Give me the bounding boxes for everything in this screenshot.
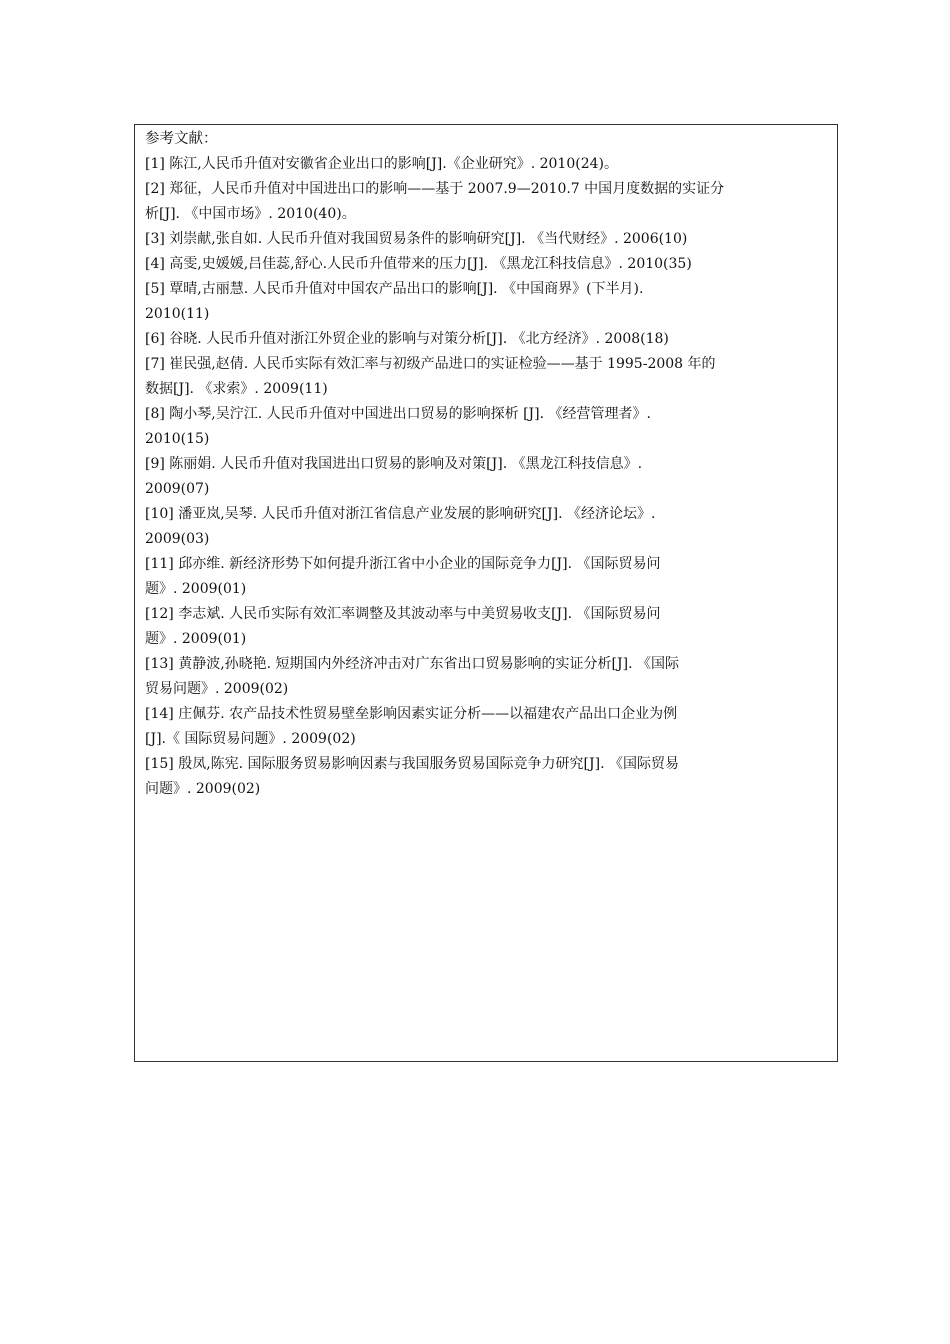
reference-entry	[145, 352, 829, 402]
reference-entry	[145, 652, 829, 702]
reference-entry	[145, 152, 829, 177]
reference-line: [8] 陶小琴,吴泞江. 人民币升值对中国进出口贸易的影响探析 [J]. 《经营管理者》.	[145, 406, 651, 422]
reference-line: [11] 邱亦维. 新经济形势下如何提升浙江省中小企业的国际竞争力[J]. 《国际贸易问	[145, 556, 661, 572]
reference-line: 2010(15)	[145, 431, 210, 447]
reference-line: [7] 崔民强,赵倩. 人民币实际有效汇率与初级产品进口的实证检验——基于 1995-2008 年的	[145, 356, 716, 372]
reference-line: [9] 陈丽娟. 人民币升值对我国进出口贸易的影响及对策[J]. 《黑龙江科技信息》.	[145, 456, 643, 472]
reference-entry	[145, 752, 829, 802]
reference-entry	[145, 452, 829, 502]
reference-line: [6] 谷晓. 人民币升值对浙江外贸企业的影响与对策分析[J]. 《北方经济》. 2008(18)	[145, 331, 669, 347]
reference-line: 2010(11)	[145, 306, 210, 322]
reference-line: 析[J]. 《中国市场》. 2010(40)。	[145, 206, 356, 222]
reference-entry	[145, 277, 829, 327]
reference-entry	[145, 327, 829, 352]
reference-line: [1] 陈江,人民币升值对安徽省企业出口的影响[J].《企业研究》. 2010(24)。	[145, 156, 618, 172]
reference-line: [3] 刘崇献,张自如. 人民币升值对我国贸易条件的影响研究[J]. 《当代财经》. 2006(10)	[145, 231, 688, 247]
reference-line: [12] 李志斌. 人民币实际有效汇率调整及其波动率与中美贸易收支[J]. 《国际贸易问	[145, 606, 661, 622]
reference-line: [10] 潘亚岚,吴琴. 人民币升值对浙江省信息产业发展的影响研究[J]. 《经济论坛》.	[145, 506, 656, 522]
reference-line: [14] 庄佩芬. 农产品技术性贸易壁垒影响因素实证分析——以福建农产品出口企业为例	[145, 706, 678, 722]
reference-entry	[145, 602, 829, 652]
reference-entry	[145, 252, 829, 277]
reference-list	[145, 152, 829, 802]
reference-entry	[145, 702, 829, 752]
reference-line: 题》. 2009(01)	[145, 631, 247, 647]
references-box	[134, 124, 838, 1062]
reference-line: 2009(07)	[145, 481, 210, 497]
reference-line: [2] 郑征，人民币升值对中国进出口的影响——基于 2007.9—2010.7 中国月度数据的实证分	[145, 181, 725, 197]
reference-line: [5] 覃晴,古丽慧. 人民币升值对中国农产品出口的影响[J]. 《中国商界》(下半月).	[145, 281, 644, 297]
reference-line: 问题》. 2009(02)	[145, 781, 261, 797]
reference-line: 数据[J]. 《求索》. 2009(11)	[145, 381, 328, 397]
reference-entry	[145, 402, 829, 452]
reference-line: [J].《 国际贸易问题》. 2009(02)	[145, 731, 356, 747]
reference-line: [15] 殷凤,陈宪. 国际服务贸易影响因素与我国服务贸易国际竞争力研究[J]. 《国际贸易	[145, 756, 679, 772]
reference-entry	[145, 552, 829, 602]
reference-entry	[145, 177, 829, 227]
reference-line: 题》. 2009(01)	[145, 581, 247, 597]
reference-line: [13] 黄静波,孙晓艳. 短期国内外经济冲击对广东省出口贸易影响的实证分析[J]. 《国际	[145, 656, 679, 672]
reference-line: [4] 高雯,史媛媛,吕佳蕊,舒心.人民币升值带来的压力[J]. 《黑龙江科技信息》. 2010(35)	[145, 256, 692, 272]
reference-entry	[145, 502, 829, 552]
references-heading: 参考文献：	[145, 131, 218, 147]
reference-entry	[145, 227, 829, 252]
reference-line: 贸易问题》. 2009(02)	[145, 681, 289, 697]
reference-line: 2009(03)	[145, 531, 210, 547]
